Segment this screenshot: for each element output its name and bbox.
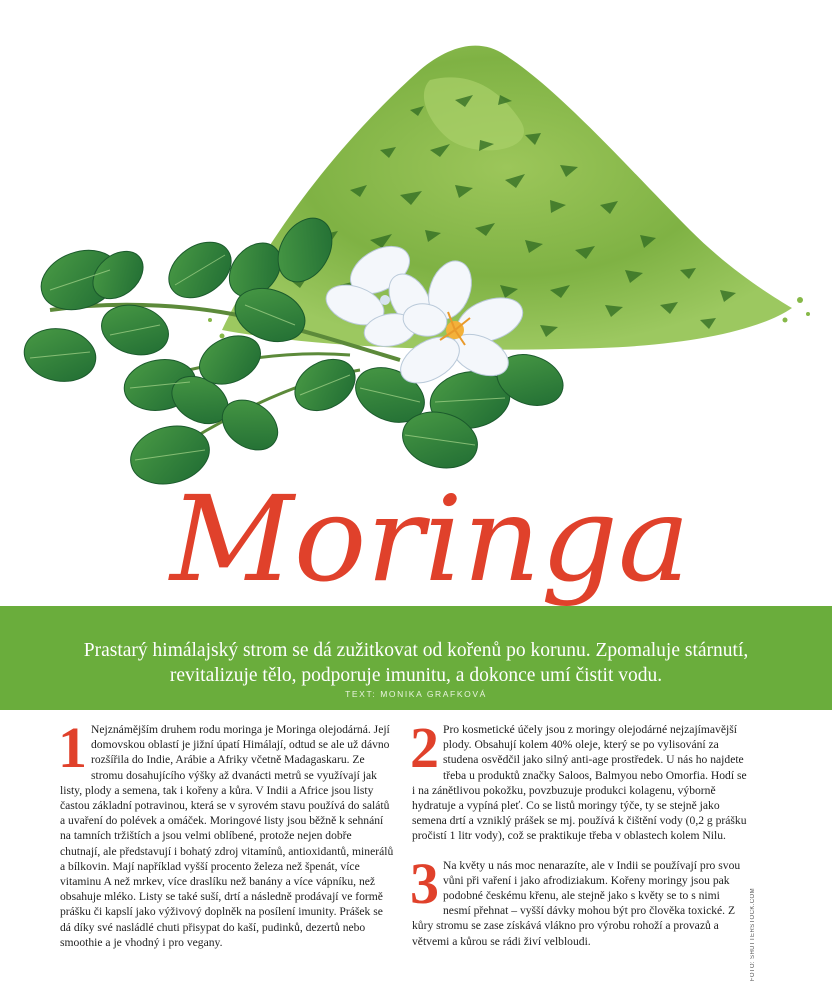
lead-text: Prastarý himálajský strom se dá zužitkovat od kořenů po korunu. Zpomaluje stárnutí, revitalizuje tělo, podporuje imunitu, a dokonce umí čistit vodu. [83,640,749,686]
drop-cap-1: 1 [58,715,87,780]
section-3 [410,850,748,949]
column-right [410,715,748,949]
section-1-text: Nejznámějším druhem rodu moringa je Moringa olejodárná. Její domovskou oblastí je jižní úpatí Himálají, odtud se ale už dávno rozšířila do Indie, Arábie a Afriky včetně Madagaskaru. Ze stromu dosahujícího výšky až dvanácti metrů se využívají jak listy, plody a semena, tak i kořeny a kůra. V Indii a Africe jsou listy častou základní potravinou, která se v syrovém stavu používá do salátů a uvaření do polévek a omáček. Moringové listy jsou běžně k sehnání na tamních tržištích a jsou velmi oblíbené, protože nejen dobře chutnají, ale představují i bohatý zdroj vitamínů, antioxidantů, minerálů a bílkovin. Mají například vyšší procento železa než špenát, více vitaminu A než mrkev, více draslíku než banány a více vápníku, než obsahuje mléko. Listy se také suší, drtí a následně prodávají ve formě prášku či kapslí jako výživový doplněk na posílení imunity. Prášek se dá díky své nasládlé chuti přisypat do kaší, pudinků, dezertů nebo smoothie a je vhodný i pro vegany. [60,723,394,949]
section-2 [410,715,748,844]
section-1 [58,715,394,950]
drop-cap-3: 3 [410,850,439,916]
page-title [150,462,710,622]
column-left [58,715,394,950]
section-3-text: Na květy u nás moc nenarazíte, ale v Indii se používají pro svou vůni při vaření i jako afrodiziakum. Kořeny moringy jsou pak podobné českému křenu, ale stejně jako s květy se to s nimi nesmí přehnat – vyšší dávky mohou být pro člověka toxické. Z kůry stromu se zase získává vlákno pro výrobu rohoží a provazů a větvemi a kůrou se rádi živí velbloudi. [412,858,741,948]
author-credit: TEXT: MONIKA GRAFKOVÁ [345,689,487,699]
title-text: Moringa [167,470,690,608]
photo-credit: FOTO: SHUTTERSTOCK.COM [750,888,756,982]
drop-cap-2: 2 [410,715,439,780]
section-2-text: Pro kosmetické účely jsou z moringy olejodárné nejzajímavější plody. Obsahují kolem 40% oleje, který se po vylisování za studena osvědčil jako silný anti-age prostředek. U nás ho najdete třeba u produktů značky Saloos, Balmyou nebo Omorfia. Hodí se i na zánětlivou pokožku, povzbuzuje produkci kolagenu, výborně hydratuje a vypíná pleť. Co se listů moringy týče, ty se stejně jako semena drtí a vzniklý prášek se mj. používá k čištění vody (0,2 g prášku pročistí 1 litr vody), což se praktikuje třeba v oblastech kolem Nilu. [412,723,747,843]
